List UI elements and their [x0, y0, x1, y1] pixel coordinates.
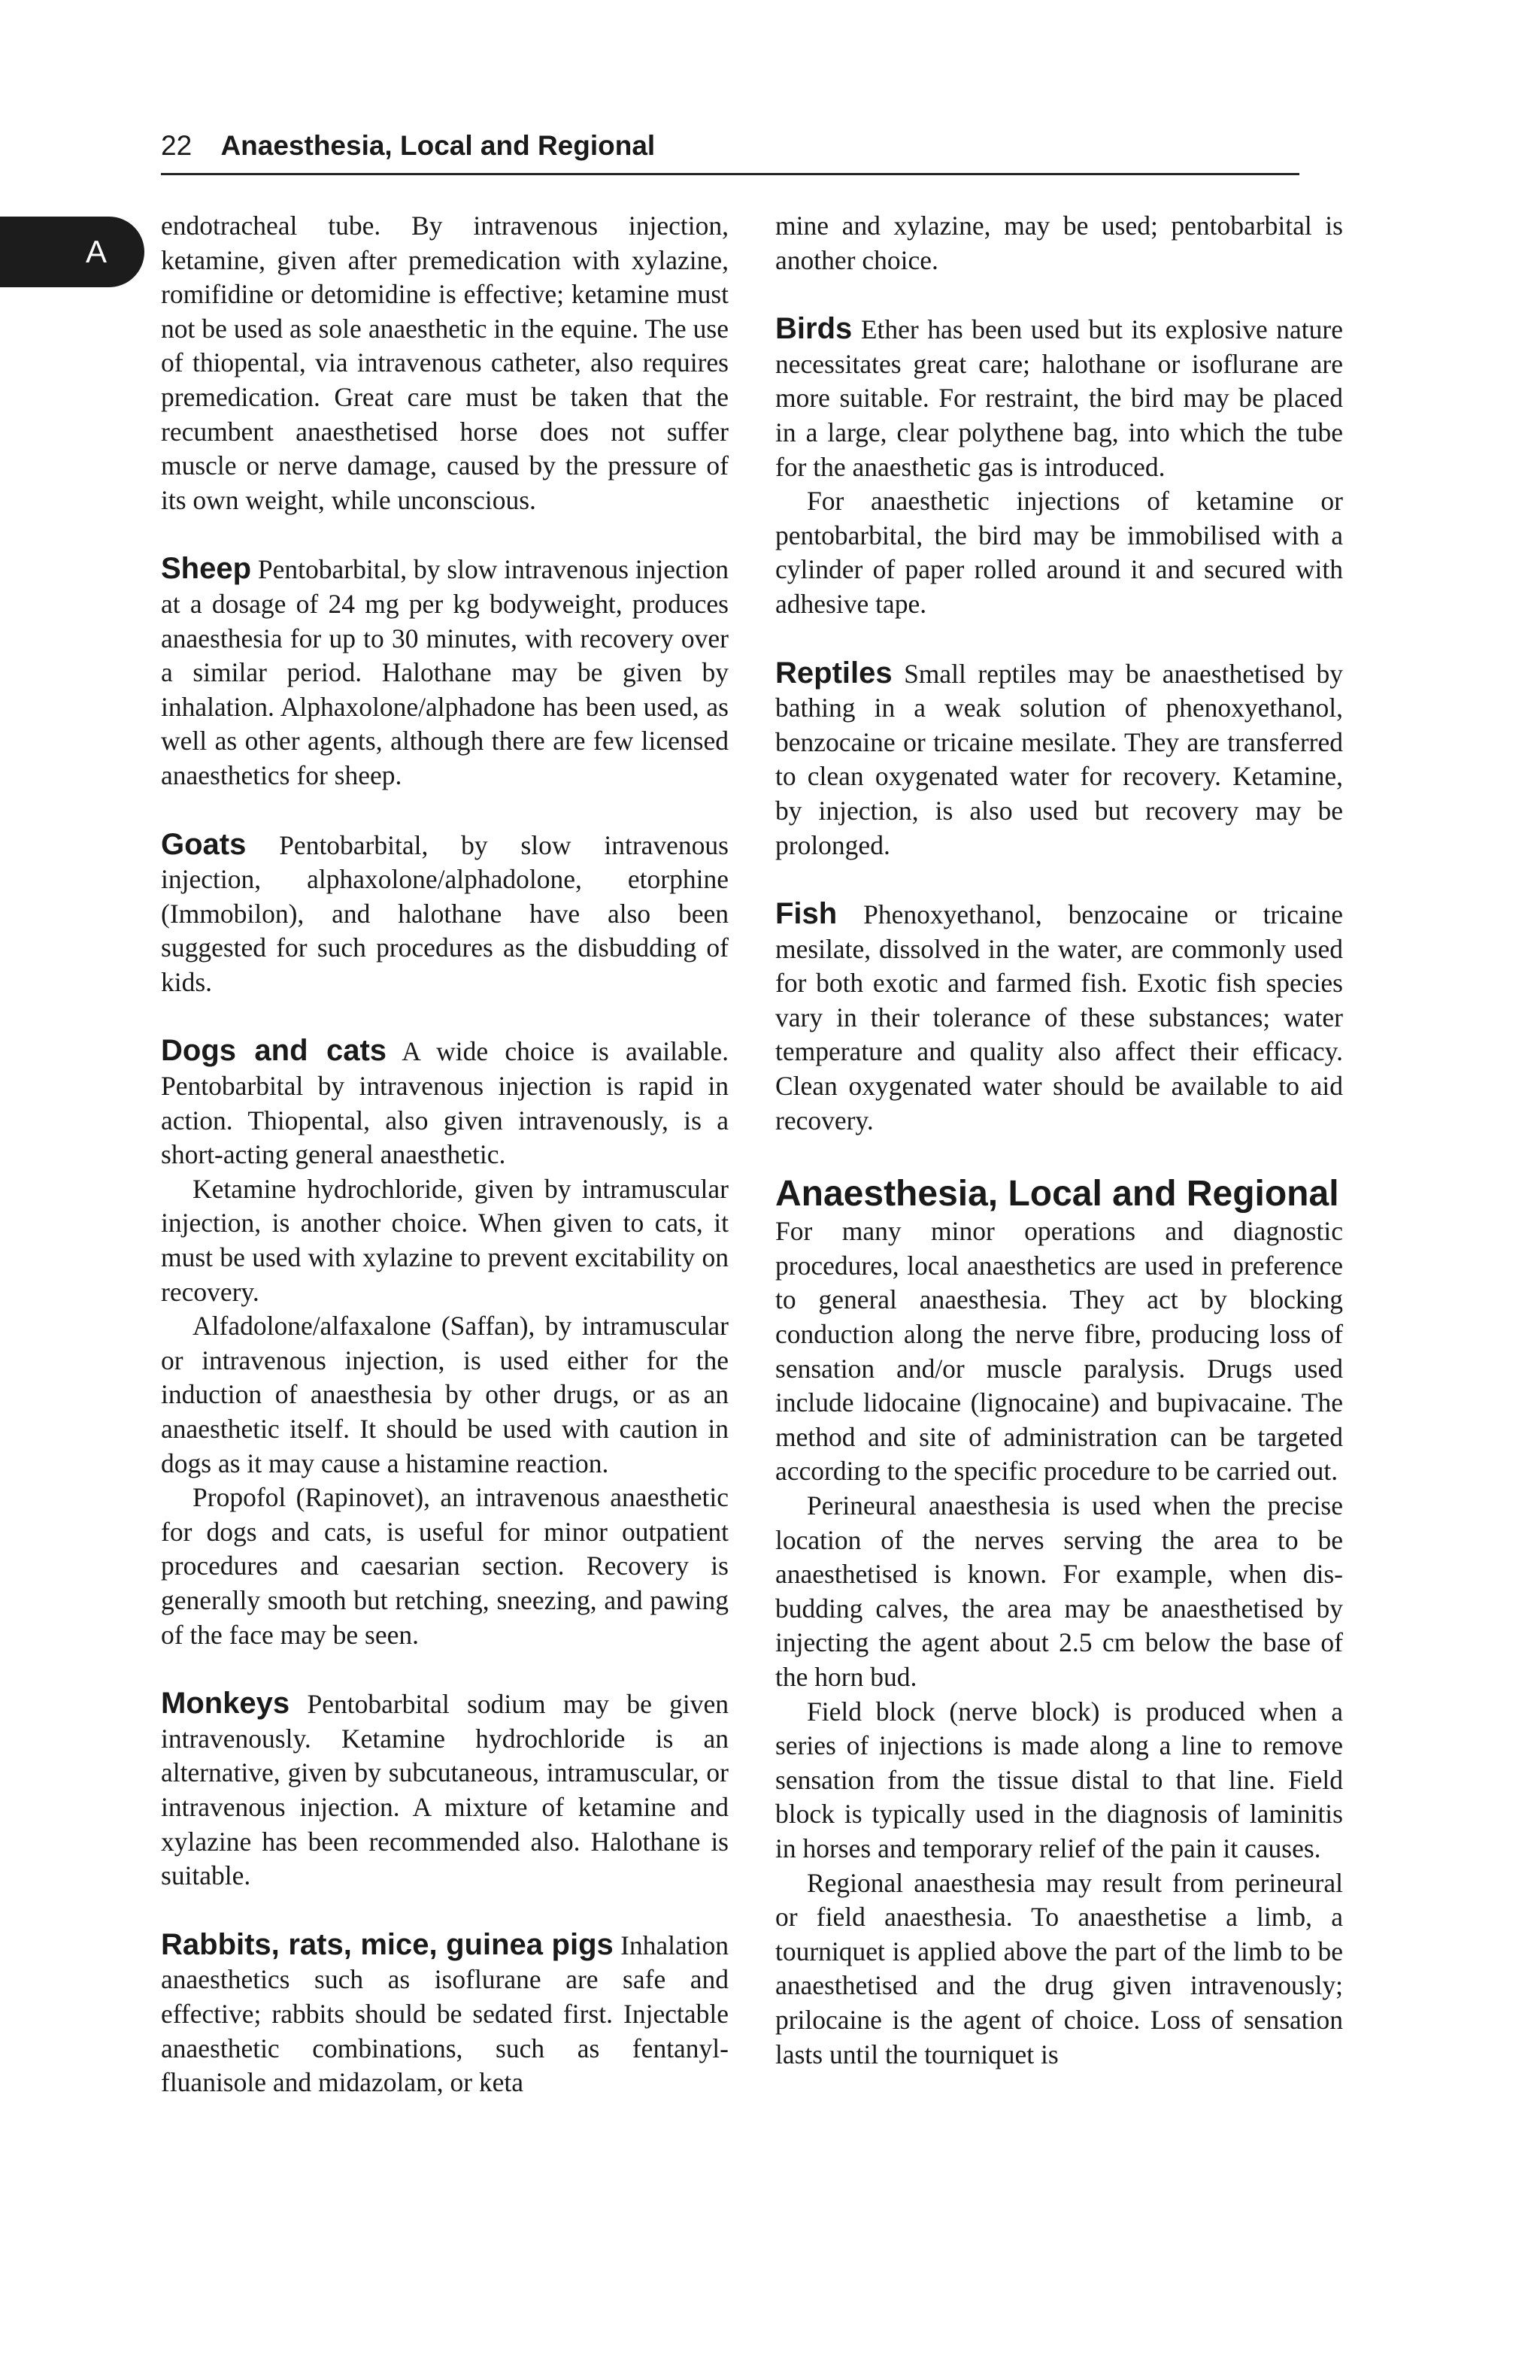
- paragraph-text: Pentobarbital, by slow intravenous injection, alphaxolone/alphadolone, etorphine (Immobilon), and halothane have also been suggested for such procedures as the disbudding of kids.: [161, 829, 729, 997]
- paragraph-text: Pentobarbital sodium may be given intravenously. Ketamine hydrochloride is an alternative, given by subcutaneous, intramuscular, or intravenous injection. A mixture of ketamine and xylazine has been recommended also. Halothane is suitable.: [161, 1689, 729, 1891]
- paragraph: [161, 828, 729, 1000]
- run-in-heading: Monkeys: [161, 1687, 290, 1721]
- section-rabbits: [161, 1928, 729, 2100]
- run-in-heading: Goats: [161, 827, 247, 861]
- page-number: 22: [161, 130, 192, 161]
- paragraph: [775, 897, 1343, 1138]
- section-monkeys: [161, 1687, 729, 1893]
- section-fish: [775, 897, 1343, 1138]
- paragraph-text: Phenoxyethanol, benzocaine or tricaine mesilate, dissolved in the water, are commonly used for both exotic and farmed fish. Exotic fish species vary in their tolerance of these substances; water temperature and quality also affect their efficacy. Clean oxygenated water should be available to aid recovery.: [775, 899, 1343, 1135]
- entry-heading: Anaesthesia, Local and Regional: [775, 1174, 1339, 1214]
- paragraph: For anaesthetic injections of ketamine or pentobarbital, the bird may be immobilised with a cylinder of paper rolled around it and secured with adhesive tape.: [775, 486, 1343, 619]
- alphabet-thumb-tab: A: [0, 217, 144, 287]
- right-column: [775, 209, 1343, 2072]
- paragraph: [161, 552, 729, 793]
- paragraph: [161, 1034, 729, 1172]
- left-column: [161, 209, 729, 2100]
- run-in-heading: Fish: [775, 897, 838, 931]
- paragraph: [775, 656, 1343, 863]
- rabbits-continuation: [775, 209, 1343, 277]
- paragraph: Field block (nerve block) is produced when a series of injections is made along a line to remove sensation from the tissue distal to that line. Field block is typically used in the diagnosis of laminitis in horses and temporary relief of the pain it causes.: [775, 1696, 1343, 1863]
- paragraph: Ketamine hydrochloride, given by intramuscular injection, is another choice. When given to cats, it must be used with xylazine to prevent excitability on recovery.: [161, 1173, 729, 1307]
- run-in-heading: Rabbits, rats, mice, guinea pigs: [161, 1927, 614, 1961]
- section-reptiles: [775, 656, 1343, 863]
- run-in-heading: Reptiles: [775, 656, 893, 690]
- paragraph: Perineural anaesthesia is used when the precise location of the nerves serving the area to be anaesthetised is known. For example, when disbudding calves, the area may be anaesthetised by injecting the agent about 2.5 cm below the base of the horn bud.: [775, 1490, 1343, 1692]
- section-birds: [775, 312, 1343, 621]
- paragraph: [161, 1928, 729, 2100]
- paragraph: Regional anaesthesia may result from perineural or field anaesthesia. To anaesthetise a limb, a tourniquet is applied above the part of the limb to be anaesthetised and the drug given intravenously; prilocaine is the agent of choice. Loss of sensation lasts until the tourniquet is: [775, 1867, 1343, 2069]
- horse-continuation: [161, 209, 729, 517]
- paragraph-text: Pentobarbital, by slow intravenous injection at a dosage of 24 mg per kg bodyweight, produces anaesthesia for up to 30 minutes, with recovery over a similar period. Halothane may be given by inhalation. Alphaxolone/alphadone has been used, as well as other agents, although there are few licensed anaesthetics for sheep.: [161, 554, 729, 790]
- section-goats: [161, 828, 729, 1000]
- running-title: Anaesthesia, Local and Regional: [220, 130, 656, 161]
- paragraph: mine and xylazine, may be used; pentobarbital is another choice.: [775, 211, 1343, 275]
- paragraph-text: Small reptiles may be anaesthetised by bathing in a weak solution of phenoxyethanol, benzocaine or tricaine mesilate. They are transferred to clean oxygenated water for recovery. Ketamine, by injection, is also used but recovery may be prolonged.: [775, 658, 1343, 860]
- paragraph: Alfadolone/alfaxalone (Saffan), by intramuscular or intravenous injection, is used either for the induction of anaesthesia by other drugs, or as an anaesthetic itself. It should be used with caution in dogs as it may cause a histamine reaction.: [161, 1311, 729, 1478]
- paragraph-text: A wide choice is available. Pentobarbital by intravenous injection is rapid in action. Thiopental, also given intravenously, is a short-acting general anaesthetic.: [161, 1036, 729, 1170]
- section-sheep: [161, 552, 729, 793]
- section-dogs-and-cats: [161, 1034, 729, 1652]
- paragraph: Propofol (Rapinovet), an intravenous anaesthetic for dogs and cats, is useful for minor outpatient procedures and caesarian section. Recovery is generally smooth but retching, sneezing, and pawing of the face may be seen.: [161, 1482, 729, 1650]
- running-header: [161, 126, 1299, 175]
- paragraph: [775, 312, 1343, 484]
- run-in-heading: Dogs and cats: [161, 1034, 387, 1068]
- paragraph-text: Ether has been used but its explosive nature necessitates great care; halothane or isoflurane are more suitable. For restraint, the bird may be placed in a large, clear polythene bag, into which the tube for the anaesthetic gas is introduced.: [775, 314, 1343, 482]
- run-in-heading: Birds: [775, 312, 853, 346]
- paragraph: For many minor operations and diagnostic procedures, local anaesthetics are used in preference to general anaesthesia. They act by blocking conduction along the nerve fibre, producing loss of sensation and/or muscle paralysis. Drugs used include lidocaine (lignocaine) and bupivacaine. The method and site of administration can be targeted according to the specific procedure to be carried out.: [775, 1216, 1343, 1487]
- paragraph-text: Inhalation anaesthetics such as isoflurane are safe and effective; rabbits should be sedated first. Injectable anaesthetic combinations, such as fentanyl-fluanisole and midazolam, or keta: [161, 1930, 729, 2098]
- run-in-heading: Sheep: [161, 552, 252, 586]
- paragraph: [161, 1687, 729, 1893]
- paragraph: endotracheal tube. By intravenous injection, ketamine, given after premedication with xylazine, romifidine or detomidine is effective; ketamine must not be used as sole anaesthetic in the equine. The use of thiopental, via intravenous catheter, also requires premedication. Great care must be taken that the recumbent anaesthetised horse does not suffer muscle or nerve damage, caused by the pressure of its own weight, while unconscious.: [161, 211, 729, 515]
